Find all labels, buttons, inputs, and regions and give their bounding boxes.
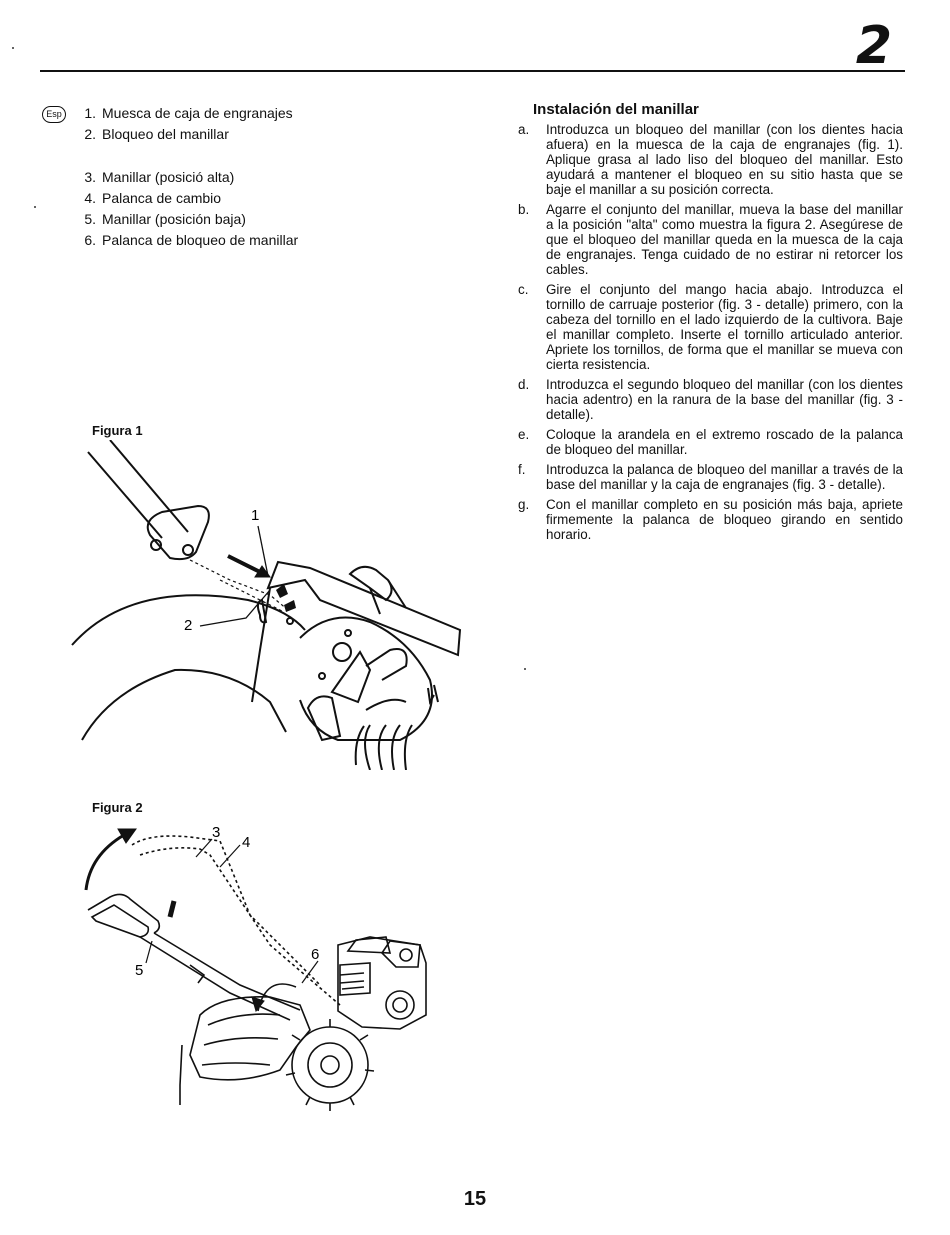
- figure-2-callout-3: 3: [212, 824, 221, 841]
- instruction-step: g. Con el manillar completo en su posición más baja, apriete firmemente la palanca de bloqueo girando en sentido horario.: [518, 497, 903, 542]
- instruction-step: f. Introduzca la palanca de bloqueo del manillar a través de la base del manillar y la caja de engranajes (fig. 3 - detalle).: [518, 462, 903, 492]
- page-number: 15: [463, 1188, 487, 1210]
- figure-1-caption: Figura 1: [92, 423, 143, 438]
- legend-item: 4. Palanca de cambio: [84, 190, 222, 206]
- parts-legend: [70, 103, 350, 251]
- section-title: Instalación del manillar: [533, 101, 699, 118]
- language-badge: Esp: [42, 106, 66, 123]
- figure-2-caption: Figura 2: [92, 800, 143, 815]
- instruction-step: e. Coloque la arandela en el extremo roscado de la palanca de bloqueo del manillar.: [518, 427, 903, 457]
- scan-speck: [34, 206, 36, 208]
- chapter-number: 2: [855, 16, 892, 76]
- figure-1-callout-1: 1: [251, 507, 260, 524]
- figure-2-callout-5: 5: [135, 962, 144, 979]
- header-rule: [40, 70, 905, 72]
- legend-item: 3. Manillar (posició alta): [84, 169, 235, 185]
- instruction-step: b. Agarre el conjunto del manillar, mueva la base del manillar a la posición "alta" como muestra la figura 2. Asegúrese de que el bloqueo del manillar queda en la muesca de la caja de engranajes. Tenga cuidado de no estirar ni retorcer los cables.: [518, 202, 903, 277]
- figure-2-illustration: [70, 815, 450, 1115]
- legend-item: 5. Manillar (posición baja): [84, 211, 246, 227]
- figure-2-callout-6: 6: [311, 946, 320, 963]
- scan-speck: [12, 47, 14, 49]
- figure-1-callout-2: 2: [184, 617, 193, 634]
- instruction-steps: [515, 122, 903, 547]
- instruction-step: a. Introduzca un bloqueo del manillar (con los dientes hacia afuera) en la muesca de la caja de engranajes (fig. 1). Aplique grasa al lado liso del bloqueo del manillar. Esto ayudará a mantener el bloqueo en su sitio hasta que se baje el manillar a su posición correcta.: [518, 122, 903, 197]
- figure-1-illustration: [70, 440, 470, 770]
- legend-item: 6. Palanca de bloqueo de manillar: [84, 232, 299, 248]
- scan-speck: [524, 668, 526, 670]
- legend-item: 1. Muesca de caja de engranajes: [84, 105, 293, 121]
- instruction-step: c. Gire el conjunto del mango hacia abajo. Introduzca el tornillo de carruaje posterior (fig. 3 - detalle) primero, con la cabeza del tornillo en el lado izquierdo de la cultivora. Baje el manillar completo. Inserte el tornillo articulado anterior. Apriete los tornillos, de forma que el manillar se mueva con cierta resistencia.: [518, 282, 903, 372]
- figure-2-callout-4: 4: [242, 834, 251, 851]
- legend-item: 2. Bloqueo del manillar: [84, 126, 229, 142]
- instruction-step: d. Introduzca el segundo bloqueo del manillar (con los dientes hacia adentro) en la ranura de la base del manillar (fig. 3 - detalle).: [518, 377, 903, 422]
